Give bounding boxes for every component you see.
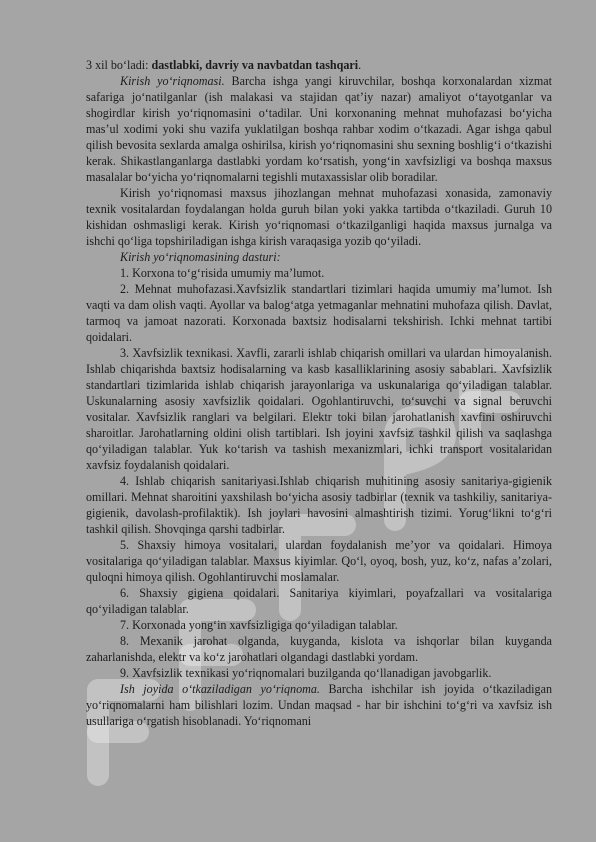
intro-lead: 3 xil bo‘ladi:: [86, 58, 152, 72]
list-item: 8. Mexanik jarohat olganda, kuyganda, kislota va ishqorlar bilan kuyganda zaharlanishda, elektr va ko‘z jarohatlari olgandagi dastlabki yordam.: [86, 634, 552, 664]
list-item: 1. Korxona to‘g‘risida umumiy ma’lumot.: [120, 266, 325, 280]
paragraph-briefing-room: Kirish yo‘riqnomasi maxsus jihozlangan mehnat muhofazasi xonasida, zamonaviy texnik vositalardan foydalangan holda guruh bilan yoki yakka tartibda o‘tkaziladi. Guruh 10 kishidan oshmasligi kerak. Kirish yo‘riqnomasi o‘tkazilganligi haqida maxsus jurnalga va ishchi qo‘liga topshiriladigan ishga kirish varaqasiga yozib qo‘yiladi.: [86, 186, 552, 248]
program-heading: [86, 249, 552, 265]
term-workplace-briefing: Ish joyida o‘tkaziladigan yo‘riqnoma.: [120, 682, 320, 696]
term-intro-briefing: Kirish yo‘riqnomasi.: [120, 74, 225, 88]
list-item: 5. Shaxsiy himoya vositalari, ulardan foydalanish me’yor va qoidalari. Himoya vositalariga qo‘yiladigan talablar. Maxsus kiyimlar. Qo‘l, oyoq, bosh, yuz, ko‘z, nafas a’zolari, quloqni himoya qilish. Ogohlantiruvchi moslamalar.: [86, 538, 552, 584]
program-heading-text: Kirish yo‘riqnomasining dasturi:: [120, 250, 281, 264]
intro-line: [86, 57, 552, 73]
intro-end: .: [358, 58, 362, 72]
list-item: 9. Xavfsizlik texnikasi yo‘riqnomalari buzilganda qo‘llanadigan javobgarlik.: [120, 666, 492, 680]
paragraph-text: Barcha ishchilar ish joyida o‘tkaziladigan yo‘riqnomalarni ham bilishlari lozim. Undan maqsad - har bir ishchini to‘g‘ri va xavfsiz ish usullariga o‘rgatish hisoblanadi. Yo‘riqnomani: [86, 682, 552, 728]
list-item: 2. Mehnat muhofazasi.Xavfsizlik standartlari tizimlari haqida umumiy ma’lumot. Ish vaqti va dam olish vaqti. Ayollar va balog‘atga yetmaganlar mehnatini muhofaza qilish. Davlat, tarmoq va jamoat nazorati. Korxonada baxtsiz hodisalarni tekshirish. Ichki mehnat tartibi qoidalari.: [86, 282, 552, 344]
list-item: 3. Xavfsizlik texnikasi. Xavfli, zararli ishlab chiqarish omillari va ulardan himoyalanish. Ishlab chiqarishda baxtsiz hodisalarning va kasb kasalliklarining asosiy sabablari. Xavfsizlik standartlari tizimlarida ishlab chiqarish jarayonlariga va uskunalariga qo‘yiladigan talablar. Uskunalarning asosiy xavfsizlik qoidalari. Ogohlantiruvchi, to‘suvchi va signal beruvchi vositalar. Xavfsizlik ranglari va belgilari. Elektr toki bilan jarohatlanish xavfini oshiruvchi sharoitlar. Jarohatlarning oldini olish tartiblari. Ish joyini xavfsiz tashkil qilish va saqlashga qo‘yiladigan talablar. Yuk ko‘tarish va tashish mexanizmlari, ichki transport vositalaridan xavfsiz foydalanish qoidalari.: [86, 346, 552, 472]
paragraph-workplace-briefing: [86, 681, 552, 729]
list-item: 4. Ishlab chiqarish sanitariyasi.Ishlab chiqarish muhitining asosiy sanitariya-gigienik omillari. Mehnat sharoitini yaxshilash bo‘yicha asosiy tadbirlar (texnik va tashkiliy, sanitariya-gigienik, davolash-profilaktik). Ish joylari havosini almashtirish tizimi. Yorug‘likni to‘g‘ri tashkil qilish. Shovqinga qarshi tadbirlar.: [86, 474, 552, 536]
document-page: [86, 57, 552, 729]
intro-bold: dastlabki, davriy va navbatdan tashqari: [151, 58, 359, 72]
paragraph-text: Barcha ishga yangi kiruvchilar, boshqa korxonalardan xizmat safariga jo‘natilganlar (ish malakasi va stajidan qat’iy nazar) amaliyot o‘tayotganlar va shogirdlar kirish yo‘riqnomasini o‘tadilar. Uni korxonaning mehnat muhofazasi bo‘yicha mas’ul xodimi yoki shu vazifa yuklatilgan boshqa rahbar xodim o‘tkazadi. Agar ishga qabul qilish bevosita sexlarda amalga oshirilsa, kirish yo‘riqnomasini shu sexning boshlig‘i o‘tkazishi kerak. Shikastlanganlarga dastlabki yordam ko‘rsatish, yong‘in xavfsizligi va boshqa maxsus masalalar bo‘yicha yo‘riqnomalarni tegishli mutaxassislar olib boradilar.: [86, 74, 552, 184]
list-item: 7. Korxonada yong‘in xavfsizligiga qo‘yiladigan talablar.: [120, 618, 398, 632]
list-item: 6. Shaxsiy gigiena qoidalari. Sanitariya kiyimlari, poyafzallari va vositalariga qo‘yiladigan talablar.: [86, 586, 552, 616]
paragraph-intro-briefing: [86, 73, 552, 185]
